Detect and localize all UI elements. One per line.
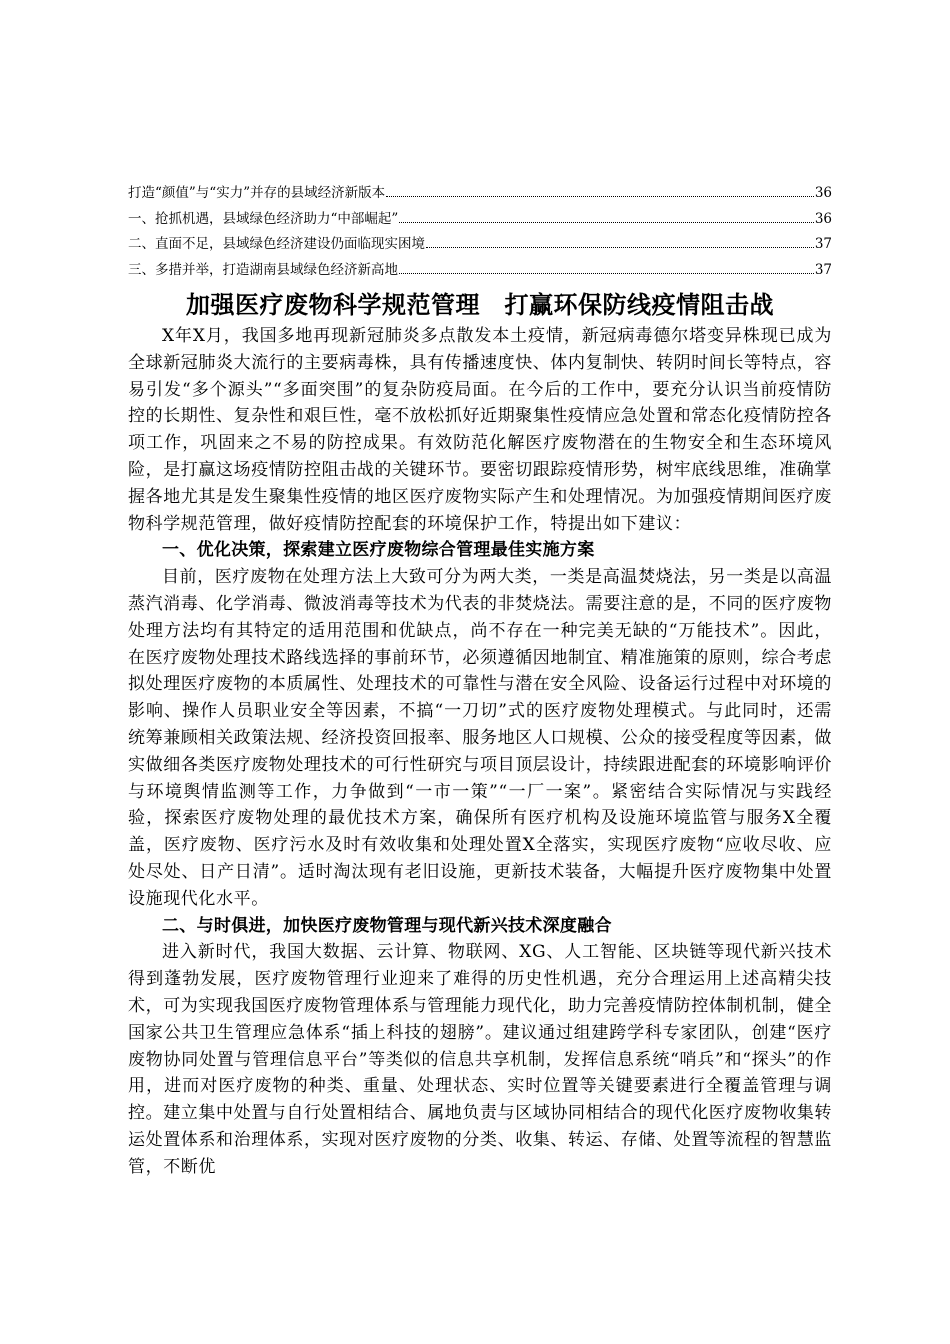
toc-leader-dots — [426, 247, 814, 248]
toc-entry[interactable] — [128, 258, 832, 284]
toc-entry-title: 打造“颜值”与“实力”并存的县域经济新版本 — [128, 185, 386, 201]
table-of-contents — [128, 181, 832, 283]
section-paragraph: 目前，医疗废物在处理方法上大致可分为两大类，一类是高温焚烧法，另一类是以高温蒸汽消毒、化学消毒、微波消毒等技术为代表的非焚烧法。需要注意的是，不同的医疗废物处理方法均有其特定的适用范围和优缺点，尚不存在一种完美无缺的“万能技术”。因此，在医疗废物处理技术路线选择的事前环节，必须遵循因地制宜、精准施策的原则，综合考虑拟处理医疗废物的本质属性、处理技术的可靠性与潜在安全风险、设备运行过程中对环境的影响、操作人员职业安全等因素，不搞“一刀切”式的医疗废物处理模式。与此同时，还需统筹兼顾相关政策法规、经济投资回报率、服务地区人口规模、公众的接受程度等因素，做实做细各类医疗废物处理技术的可行性研究与项目顶层设计，持续跟进配套的环境影响评价与环境舆情监测等工作，力争做到“一市一策”“一厂一案”。紧密结合实际情况与实践经验，探索医疗废物处理的最优技术方案，确保所有医疗机构及设施环境监管与服务X全覆盖，医疗废物、医疗污水及时有效收集和处理处置X全落实，实现医疗废物“应收尽收、应处尽处、日产日清”。适时淘汰现有老旧设施，更新技术装备，大幅提升医疗废物集中处置设施现代化水平。 — [128, 567, 832, 909]
toc-entry[interactable] — [128, 207, 832, 233]
section-heading: 二、与时俱进，加快医疗废物管理与现代新兴技术深度融合 — [162, 915, 612, 936]
toc-leader-dots — [386, 196, 814, 197]
article-title: 加强医疗废物科学规范管理 打赢环保防线疫情阻击战 — [186, 290, 774, 319]
toc-entry[interactable] — [128, 181, 832, 207]
article-body — [128, 323, 832, 1181]
toc-entry[interactable] — [128, 232, 832, 258]
intro-paragraph: X年X月，我国多地再现新冠肺炎多点散发本土疫情，新冠病毒德尔塔变异株现已成为全球新冠肺炎大流行的主要病毒株，具有传播速度快、体内复制快、转阴时间长等特点，容易引发“多个源头”“多面突围”的复杂防疫局面。在今后的工作中，要充分认识当前疫情防控的长期性、复杂性和艰巨性，毫不放松抓好近期聚集性疫情应急处置和常态化疫情防控各项工作，巩固来之不易的防控成果。有效防范化解医疗废物潜在的生物安全和生态环境风险，是打赢这场疫情防控阻击战的关键环节。要密切跟踪疫情形势，树牢底线思维，准确掌握各地尤其是发生聚集性疫情的地区医疗废物实际产生和处理情况。为加强疫情期间医疗废物科学规范管理，做好疫情防控配套的环境保护工作，特提出如下建议： — [128, 326, 832, 534]
toc-entry-title: 一、抢抓机遇，县域绿色经济助力“中部崛起” — [128, 210, 399, 227]
toc-entry-page: 37 — [814, 236, 832, 252]
toc-entry-page: 36 — [814, 210, 832, 227]
toc-entry-title: 三、多措并举，打造湖南县域绿色经济新高地 — [128, 261, 398, 278]
section-paragraph: 进入新时代，我国大数据、云计算、物联网、XG、人工智能、区块链等现代新兴技术得到蓬勃发展，医疗废物管理行业迎来了难得的历史性机遇，充分合理运用上述高精尖技术，可为实现我国医疗废物管理体系与管理能力现代化，助力完善疫情防控体制机制，健全国家公共卫生管理应急体系“插上科技的翅膀”。建议通过组建跨学科专家团队，创建“医疗废物协同处置与管理信息平台”等类似的信息共享机制，发挥信息系统“哨兵”和“探头”的作用，进而对医疗废物的种类、重量、处理状态、实时位置等关键要素进行全覆盖管理与调控。建立集中处置与自行处置相结合、属地负责与区域协同相结合的现代化医疗废物收集转运处置体系和治理体系，实现对医疗废物的分类、收集、转运、存储、处置等流程的智慧监管，不断优 — [128, 942, 832, 1177]
toc-leader-dots — [399, 222, 814, 223]
toc-entry-page: 37 — [814, 261, 832, 278]
section-heading: 一、优化决策，探索建立医疗废物综合管理最佳实施方案 — [162, 540, 595, 561]
toc-leader-dots — [399, 273, 814, 274]
toc-entry-page: 36 — [814, 185, 832, 201]
toc-entry-title: 二、直面不足，县域绿色经济建设仍面临现实困境 — [128, 236, 425, 252]
